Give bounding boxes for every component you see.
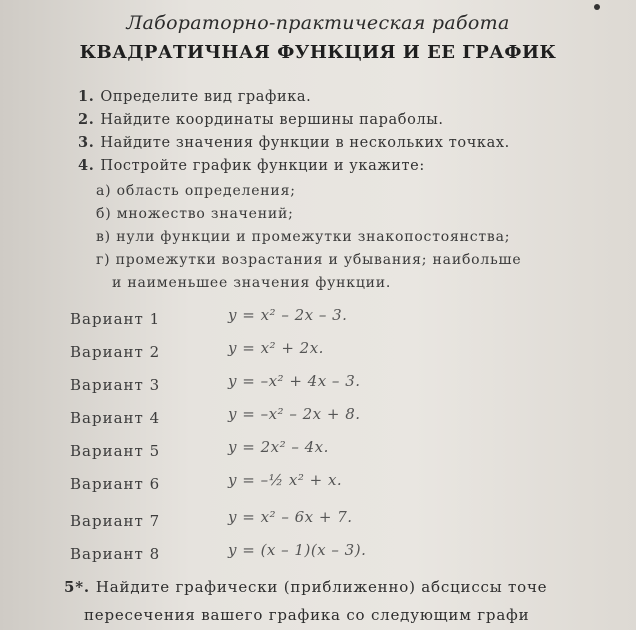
variant-2-label: Вариант 2: [70, 343, 161, 361]
worksheet-title: КВАДРАТИЧНАЯ ФУНКЦИЯ И ЕЕ ГРАФИК: [79, 42, 557, 63]
task-number: 4.: [78, 157, 95, 174]
task-1: [78, 88, 311, 105]
variant-1-formula: y = x² – 2x – 3.: [228, 306, 348, 324]
task-5: [64, 578, 547, 596]
variant-4-label: Вариант 4: [70, 409, 161, 427]
variant-1-label: Вариант 1: [70, 310, 161, 328]
variant-5-formula: y = 2x² – 4x.: [228, 438, 329, 456]
variant-4-formula: y = –x² – 2x + 8.: [228, 405, 361, 423]
task-2: [78, 111, 444, 128]
worksheet-subtitle: Лабораторно-практическая работа: [126, 12, 510, 34]
task-number: 5*.: [64, 578, 90, 596]
task-number: 1.: [78, 88, 95, 105]
task-text: Определите вид графика.: [100, 89, 312, 105]
variant-8-label: Вариант 8: [70, 545, 161, 563]
subtask-d-continued: и наименьшее значения функции.: [112, 275, 392, 291]
variant-3-label: Вариант 3: [70, 376, 161, 394]
task-text: Постройте график функции и укажите:: [100, 158, 425, 174]
variant-6-formula: y = –½ x² + x.: [228, 471, 343, 489]
variant-3-formula: y = –x² + 4x – 3.: [228, 372, 361, 390]
task-4: [78, 157, 425, 174]
subtask-a: а) область определения;: [96, 183, 296, 199]
task-3: [78, 134, 510, 151]
subtask-b: б) множество значений;: [96, 206, 294, 222]
subtask-d: г) промежутки возрастания и убывания; наибольше: [96, 252, 522, 268]
task-text: Найдите графически (приближенно) абсциссы точе: [95, 578, 548, 596]
task-5-continued: пересечения вашего графика со следующим графи: [84, 606, 530, 624]
task-text: Найдите координаты вершины параболы.: [100, 112, 444, 128]
ink-dot: [594, 4, 600, 10]
variant-7-label: Вариант 7: [70, 512, 161, 530]
task-text: Найдите значения функции в нескольких точках.: [100, 135, 510, 151]
task-number: 2.: [78, 111, 95, 128]
task-number: 3.: [78, 134, 95, 151]
variant-2-formula: y = x² + 2x.: [228, 339, 324, 357]
variant-8-formula: y = (x – 1)(x – 3).: [228, 541, 367, 559]
variant-5-label: Вариант 5: [70, 442, 161, 460]
variant-6-label: Вариант 6: [70, 475, 161, 493]
variant-7-formula: y = x² – 6x + 7.: [228, 508, 353, 526]
subtask-c: в) нули функции и промежутки знакопостоянства;: [96, 229, 511, 245]
